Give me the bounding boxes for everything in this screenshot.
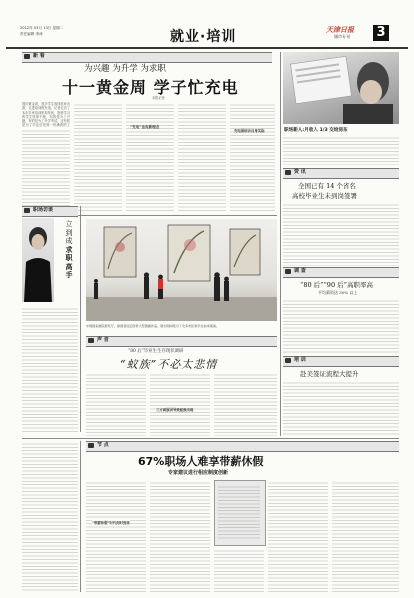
survey-headline: “80 后”“90 后”高职率高 xyxy=(300,281,373,289)
page-number-badge: 3 xyxy=(373,25,389,41)
career-photo-illustration xyxy=(283,52,399,124)
lead-body-col-4 xyxy=(178,102,226,212)
college-tag: 声 音 xyxy=(86,336,109,345)
lead-subhead-2: “充电”也有新理念 xyxy=(130,125,160,129)
rule-2 xyxy=(22,438,399,439)
holiday-text-col-2 xyxy=(150,480,210,592)
editor-line: 责任编辑 李涛 xyxy=(20,32,43,36)
left-bottom-text xyxy=(22,441,78,592)
interview-headline-char-6: 高 xyxy=(65,262,73,271)
training-tag: 培 训 xyxy=(283,356,306,365)
career-text xyxy=(283,135,399,165)
college-headline: “蚁族”不必太悲情 xyxy=(120,358,218,371)
rule-left-bottom xyxy=(80,441,81,592)
interview-portrait xyxy=(22,218,54,302)
date-line: 2012年 03月 13日 星期二 xyxy=(20,26,64,30)
interview-headline-char-5: 职 xyxy=(65,254,73,262)
paper-logo: 天津日报 xyxy=(326,25,354,34)
lead-tag: 新 看 xyxy=(22,52,45,61)
interview-headline-char-7: 手 xyxy=(65,271,73,279)
gallery-caption: 中国国家画院展览厅，参观者驻足欣赏大型国画作品，展出期间吸引了众多市民和学生前来观看。 xyxy=(86,324,220,328)
lead-byline: 本报记者 xyxy=(152,96,165,100)
holiday-subhead-1: “带薪休假”时代何时到来 xyxy=(92,521,130,525)
gallery-photo-illustration xyxy=(86,219,277,321)
career-caption: 职场新人:月收入 1/3 交给房东 xyxy=(284,128,348,133)
finance-headline-2: 高校毕业生未到岗签署 xyxy=(292,192,357,200)
lead-headline: 十一黄金周 学子忙充电 xyxy=(62,78,239,97)
holiday-text-col-4 xyxy=(268,480,328,592)
section-title: 就业·培训 xyxy=(170,29,237,45)
holiday-tag-bar xyxy=(86,441,399,452)
interview-headline-char-4: 求 xyxy=(65,245,73,254)
training-headline: 赴美签证流程大提升 xyxy=(300,370,359,378)
lead-body-col-3 xyxy=(126,102,174,212)
college-tag-bar xyxy=(86,336,277,347)
interview-headline xyxy=(58,220,80,280)
holiday-subhead: 专家建议进行相应制度创新 xyxy=(168,470,229,476)
training-text xyxy=(283,380,399,436)
interview-headline-char-1: 立 xyxy=(65,220,73,228)
finance-tag: 资 讯 xyxy=(283,168,306,177)
survey-subhead: 平均薪资达 30% 以上 xyxy=(318,290,358,295)
interview-tag: 职场访谈 xyxy=(22,206,53,215)
holiday-headline: 67%职场人难享带薪休假 xyxy=(138,455,264,468)
survey-tag: 调 查 xyxy=(283,267,306,276)
college-text-col-3 xyxy=(214,372,277,436)
lead-body-col-1-lines xyxy=(22,128,70,212)
college-text-col-2 xyxy=(150,372,210,436)
paper-logo-sub: 城市专刊 xyxy=(334,34,350,39)
lead-body-text: 国庆黄金周，很多学生选择放弃出游，走进培训班充电。记者走访了本市多家培训机构发现，报班学习的学生络绎不绝，有的是为了兴趣，有的是为了升学考试，还有的是为了毕业后找到一份满意的工 xyxy=(22,102,70,128)
finance-headline-1: 全国已有 14 个省名 xyxy=(298,182,356,190)
survey-text xyxy=(283,298,399,354)
interview-headline-char-2: 到 xyxy=(65,228,73,237)
career-photo xyxy=(283,52,399,124)
holiday-sidebar-text xyxy=(218,484,260,540)
lead-body-col-2 xyxy=(74,102,122,212)
lead-body-col-5 xyxy=(230,102,275,212)
gallery-photo xyxy=(86,219,277,321)
holiday-tag: 节 点 xyxy=(86,441,109,450)
interview-person-icon xyxy=(22,218,54,302)
holiday-text-col-3 xyxy=(214,548,264,592)
college-subhead: 三方面原因导致蚁族出现 xyxy=(156,408,194,412)
holiday-text-col-1 xyxy=(86,480,146,592)
lead-subhead-3: 充电须结合自身实际 xyxy=(234,129,265,133)
interview-text xyxy=(22,306,78,432)
rule-left xyxy=(80,206,81,432)
college-kicker: “80 后”毕业生生存现状调研 xyxy=(128,349,184,354)
lead-kicker: 为兴趣 为升学 为求职 xyxy=(84,64,166,74)
holiday-text-col-5 xyxy=(332,480,399,592)
masthead-rule xyxy=(6,47,408,49)
college-text-col-1 xyxy=(86,372,146,436)
masthead xyxy=(0,0,414,60)
finance-text xyxy=(283,202,399,266)
interview-headline-char-3: 成 xyxy=(65,237,73,245)
rule-right xyxy=(280,52,281,436)
